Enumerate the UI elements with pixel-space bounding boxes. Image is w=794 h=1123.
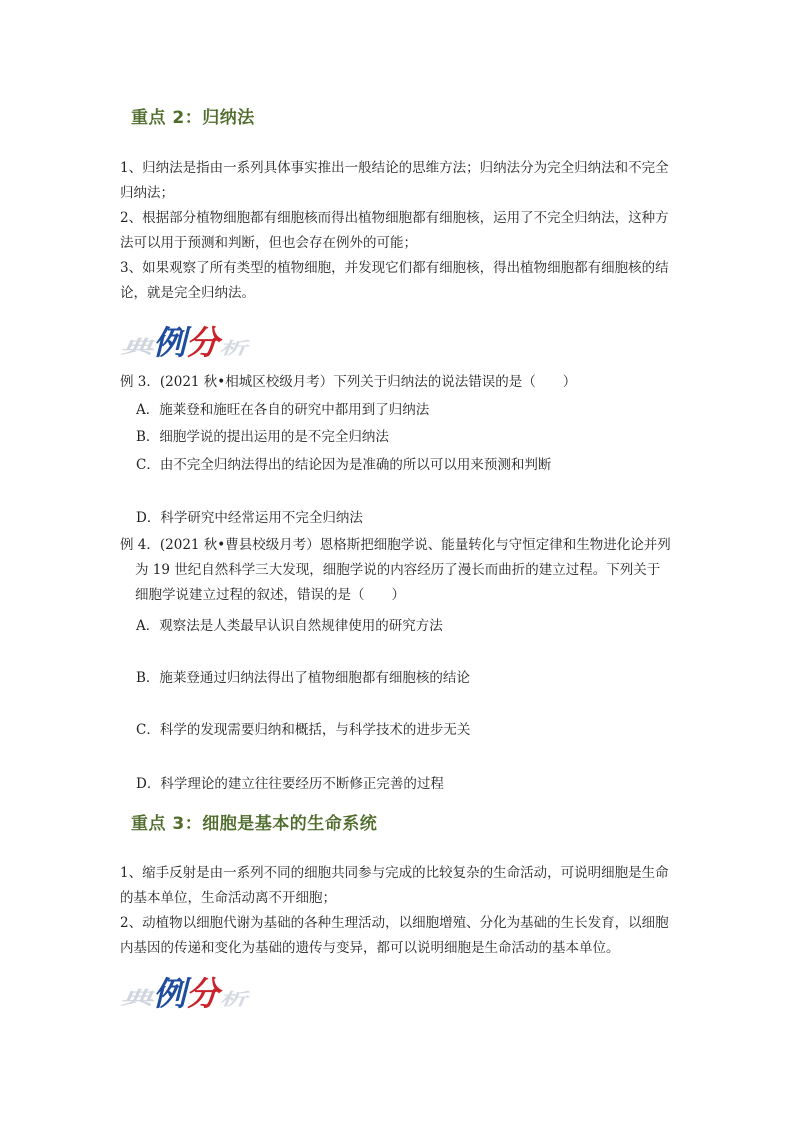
- section2-heading: 重点 2：归纳法: [131, 108, 255, 128]
- example4-stem-line-2: 为 19 世纪自然科学三大发现，细胞学说的内容经历了漫长而曲折的建立过程。下列关于: [135, 562, 661, 578]
- example3-option-a: A．施莱登和施旺在各自的研究中都用到了归纳法: [136, 402, 430, 418]
- banner-char-2: 例: [153, 323, 186, 362]
- section2-point-2: 2、根据部分植物细胞都有细胞核而得出植物细胞都有细胞核，运用了不完全归纳法，这种方法可以用于预测和判断，但也会存在例外的可能；: [120, 210, 669, 251]
- banner-char-1: 典: [120, 335, 153, 358]
- section3-point-1: 1、缩手反射是由一系列不同的细胞共同参与完成的比较复杂的生命活动，可说明细胞是生命的基本单位，生命活动离不开细胞；: [120, 865, 669, 906]
- example3-option-d: D．科学研究中经常运用不完全归纳法: [136, 510, 363, 526]
- section2-point-1: 1、归纳法是指由一系列具体事实推出一般结论的思维方法；归纳法分为完全归纳法和不完全归纳法；: [120, 160, 669, 201]
- example3-stem: 例 3．(2021 秋•相城区校级月考）下列关于归纳法的说法错误的是（ ）: [120, 374, 577, 390]
- example4-option-b: B．施莱登通过归纳法得出了植物细胞都有细胞核的结论: [136, 670, 470, 686]
- section3-heading: 重点 3：细胞是基本的生命系统: [131, 814, 378, 834]
- banner2-char-2: 例: [153, 974, 186, 1013]
- example4-option-a: A．观察法是人类最早认识自然规律使用的研究方法: [136, 618, 443, 634]
- example4-option-d: D．科学理论的建立往往要经历不断修正完善的过程: [136, 776, 444, 792]
- section3-point-2: 2、动植物以细胞代谢为基础的各种生理活动，以细胞增殖、分化为基础的生长发育，以细胞内基因的传递和变化为基础的遗传与变异，都可以说明细胞是生命活动的基本单位。: [120, 915, 669, 956]
- banner2-char-4: 析: [219, 989, 248, 1010]
- banner-char-4: 析: [219, 338, 248, 359]
- banner-char-3: 分: [186, 323, 219, 362]
- section2-point-3: 3、如果观察了所有类型的植物细胞，并发现它们都有细胞核，得出植物细胞都有细胞核的结论，就是完全归纳法。: [120, 260, 669, 301]
- example4-stem-line-1: 例 4．(2021 秋•曹县校级月考）恩格斯把细胞学说、能量转化与守恒定律和生物进化论并列: [120, 537, 671, 553]
- banner2-char-1: 典: [120, 986, 153, 1009]
- example3-option-c: C．由不完全归纳法得出的结论因为是准确的所以可以用来预测和判断: [136, 457, 552, 473]
- example3-option-b: B．细胞学说的提出运用的是不完全归纳法: [136, 429, 389, 445]
- example4-stem-line-3: 细胞学说建立过程的叙述，错误的是（ ）: [135, 587, 405, 603]
- example-analysis-banner-2: [120, 973, 280, 1015]
- banner2-char-3: 分: [186, 974, 219, 1013]
- example-analysis-banner: [120, 322, 280, 364]
- example4-option-c: C．科学的发现需要归纳和概括，与科学技术的进步无关: [136, 722, 471, 738]
